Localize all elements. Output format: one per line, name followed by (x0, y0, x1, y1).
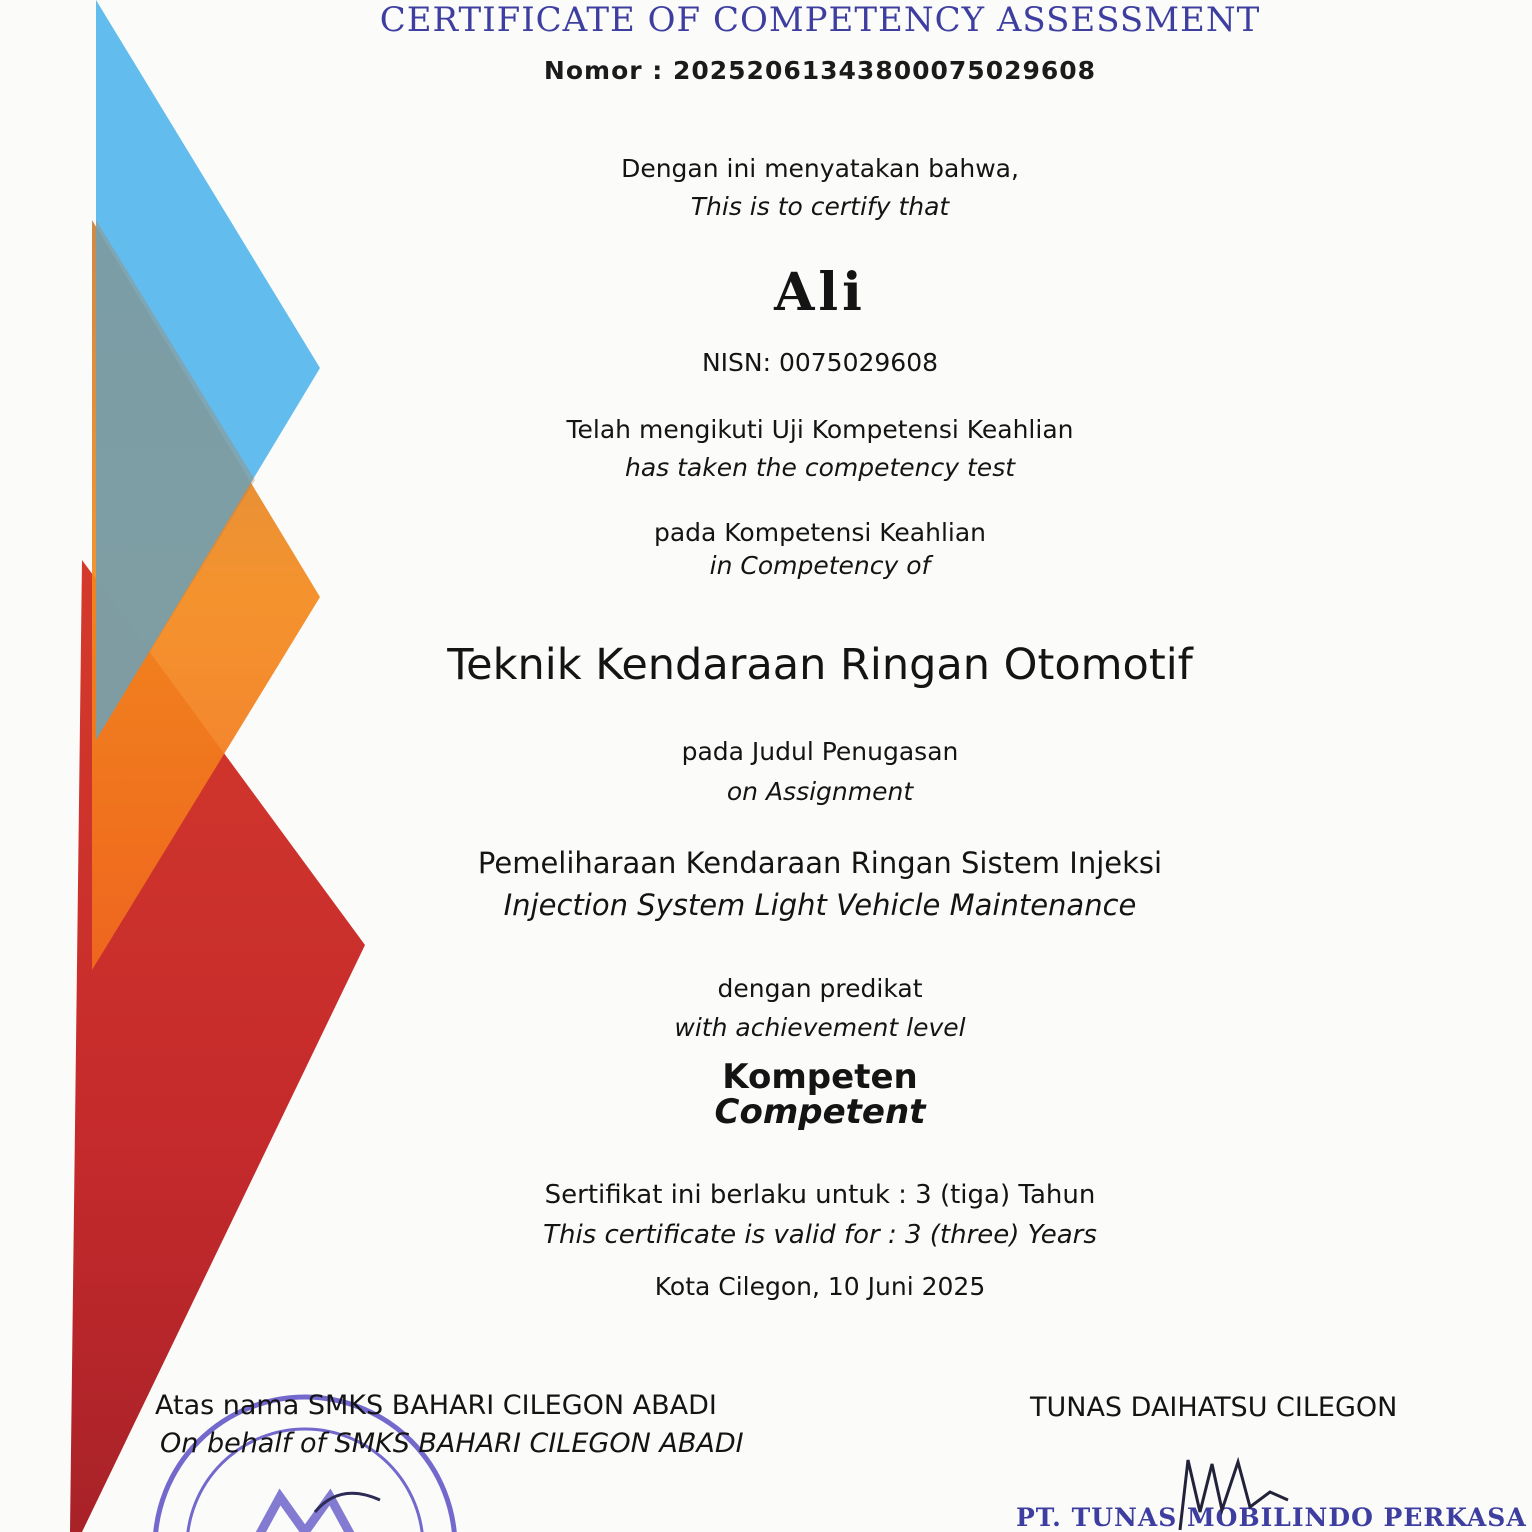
school-signatory-label-en: On behalf of SMKS BAHARI CILEGON ABADI (160, 1428, 744, 1459)
assignment-label-id: pada Judul Penugasan (681, 737, 959, 766)
certificate-number: Nomor : 20252061343800075029608 (543, 56, 1097, 85)
place-and-date: Kota Cilegon, 10 Juni 2025 (654, 1272, 986, 1301)
handwritten-signature (1160, 1452, 1300, 1532)
validity-text-en: This certificate is valid for : 3 (three) Years (543, 1220, 1097, 1250)
taken-test-en: has taken the competency test (624, 453, 1016, 482)
certificate-title: CERTIFICATE OF COMPETENCY ASSESSMENT (379, 0, 1261, 40)
assignment-title-id: Pemeliharaan Kendaraan Ringan Sistem Injeksi (477, 846, 1163, 880)
validity-text-id: Sertifikat ini berlaku untuk : 3 (tiga) Tahun (544, 1180, 1096, 1210)
competency-name: Teknik Kendaraan Ringan Otomotif (447, 640, 1193, 690)
recipient-name: Ali (774, 262, 866, 323)
predicate-label-en: with achievement level (674, 1013, 966, 1042)
taken-test-id: Telah mengikuti Uji Kompetensi Keahlian (566, 415, 1074, 444)
assignment-title-en: Injection System Light Vehicle Maintenance (503, 888, 1137, 922)
assignment-label-en: on Assignment (726, 777, 914, 806)
certify-text-id: Dengan ini menyatakan bahwa, (621, 154, 1019, 183)
dealer-name: TUNAS DAIHATSU CILEGON (1030, 1392, 1398, 1423)
achievement-level-en: Competent (714, 1092, 926, 1132)
company-stamp-name: PT. TUNAS MOBILINDO PERKASA (1016, 1503, 1527, 1532)
achievement-level-id: Kompeten (722, 1057, 918, 1097)
predicate-label-id: dengan predikat (717, 974, 923, 1003)
in-competency-en: in Competency of (709, 551, 931, 580)
certify-text-en: This is to certify that (690, 192, 950, 221)
recipient-nisn: NISN: 0075029608 (701, 348, 939, 377)
in-competency-id: pada Kompetensi Keahlian (653, 518, 987, 547)
school-signatory-label-id: Atas nama SMKS BAHARI CILEGON ABADI (155, 1390, 717, 1421)
